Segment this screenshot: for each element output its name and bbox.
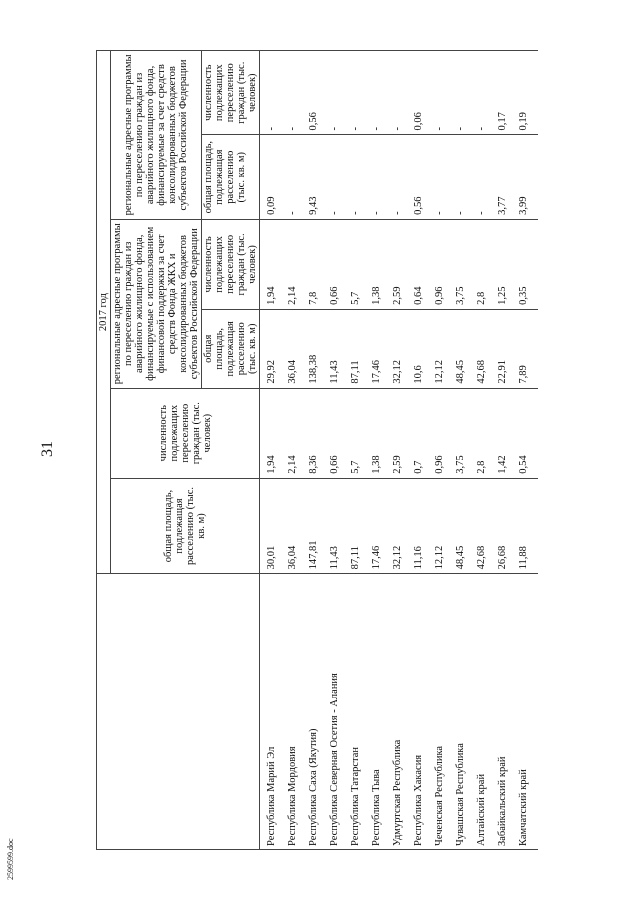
value-cell: 1,38: [370, 219, 391, 309]
value-cell: 8,36: [307, 388, 328, 478]
value-cell: -: [328, 135, 349, 219]
header-total-area: общая площадь, подлежащая расселению (тыс. кв. м): [111, 478, 260, 574]
value-cell: -: [349, 51, 370, 136]
value-cell: 87,11: [349, 478, 370, 574]
region-name-cell: Республика Татарстан: [349, 574, 370, 850]
table-body: [260, 51, 539, 850]
value-cell: 12,12: [433, 478, 454, 574]
header-fund-area: общая площадь, подлежащая расселению (тыс. кв. м): [202, 309, 260, 388]
value-cell: 10,6: [412, 309, 433, 388]
table-row: [433, 51, 454, 850]
rotated-table-container: [96, 50, 556, 850]
region-name-cell: Чувашская Республика: [454, 574, 475, 850]
table-row: [412, 51, 433, 850]
header-region: [97, 574, 260, 850]
value-cell: 7,8: [307, 219, 328, 309]
value-cell: 48,45: [454, 309, 475, 388]
value-cell: -: [286, 135, 307, 219]
table-row: [496, 51, 517, 850]
header-budget-programs: региональные адресные программы по переселению граждан из аварийного жилищного фонда, финансируемые за счет средств консолидированных бюджетов субъектов Российской Федерации: [111, 51, 202, 220]
value-cell: 0,56: [412, 135, 433, 219]
value-cell: 0,54: [517, 388, 538, 478]
value-cell: 1,94: [260, 219, 287, 309]
table-row: [260, 51, 287, 850]
header-budget-people: численность подлежащих переселению граждан (тыс. человек): [202, 51, 260, 136]
region-name-cell: Алтайский край: [475, 574, 496, 850]
table-row: [475, 51, 496, 850]
value-cell: 36,04: [286, 478, 307, 574]
table-row: [307, 51, 328, 850]
housing-resettlement-table: [96, 50, 538, 850]
value-cell: -: [433, 51, 454, 136]
value-cell: -: [286, 51, 307, 136]
value-cell: 5,7: [349, 219, 370, 309]
value-cell: 0,7: [412, 388, 433, 478]
value-cell: 11,16: [412, 478, 433, 574]
value-cell: 0,66: [328, 219, 349, 309]
region-name-cell: Республика Марий Эл: [260, 574, 287, 850]
value-cell: 0,35: [517, 219, 538, 309]
value-cell: -: [328, 51, 349, 136]
value-cell: 147,81: [307, 478, 328, 574]
header-fund-programs: региональные адресные программы по переселению граждан из аварийного жилищного фонда, финансируемые с использованием финансовой поддержки за счет средств Фонда ЖКХ и консолидированных бюджетов субъектов Российской Федерации: [111, 219, 202, 388]
value-cell: 29,92: [260, 309, 287, 388]
value-cell: 0,64: [412, 219, 433, 309]
table-row: [370, 51, 391, 850]
value-cell: -: [475, 51, 496, 136]
value-cell: 0,96: [433, 219, 454, 309]
value-cell: 1,94: [260, 388, 287, 478]
value-cell: 138,38: [307, 309, 328, 388]
table-row: [391, 51, 412, 850]
value-cell: -: [349, 135, 370, 219]
value-cell: -: [454, 135, 475, 219]
region-name-cell: Чеченская Республика: [433, 574, 454, 850]
value-cell: 5,7: [349, 388, 370, 478]
value-cell: 0,06: [412, 51, 433, 136]
value-cell: 2,14: [286, 219, 307, 309]
header-budget-area: общая площадь, подлежащая расселению (тыс. кв. м): [202, 135, 260, 219]
region-name-cell: Забайкальский край: [496, 574, 517, 850]
header-fund-people: численность подлежащих переселению граждан (тыс. человек): [202, 219, 260, 309]
value-cell: 2,14: [286, 388, 307, 478]
value-cell: 12,12: [433, 309, 454, 388]
region-name-cell: Республика Мордовия: [286, 574, 307, 850]
region-name-cell: Камчатский край: [517, 574, 538, 850]
region-name-cell: Республика Тыва: [370, 574, 391, 850]
value-cell: 22,91: [496, 309, 517, 388]
value-cell: 1,25: [496, 219, 517, 309]
value-cell: 36,04: [286, 309, 307, 388]
table-row: [328, 51, 349, 850]
value-cell: 9,43: [307, 135, 328, 219]
value-cell: 32,12: [391, 309, 412, 388]
value-cell: -: [370, 51, 391, 136]
value-cell: 42,68: [475, 478, 496, 574]
value-cell: 48,45: [454, 478, 475, 574]
value-cell: 3,75: [454, 388, 475, 478]
table-row: [517, 51, 538, 850]
value-cell: 17,46: [370, 478, 391, 574]
value-cell: 0,96: [433, 388, 454, 478]
value-cell: 1,42: [496, 388, 517, 478]
value-cell: 11,43: [328, 478, 349, 574]
value-cell: -: [454, 51, 475, 136]
region-name-cell: Республика Северная Осетия - Алания: [328, 574, 349, 850]
region-name-cell: Республика Хакасия: [412, 574, 433, 850]
table-row: [286, 51, 307, 850]
value-cell: 26,68: [496, 478, 517, 574]
value-cell: 3,75: [454, 219, 475, 309]
file-name: 2599599.doc: [6, 838, 15, 880]
value-cell: 2,59: [391, 219, 412, 309]
value-cell: 0,19: [517, 51, 538, 136]
value-cell: 2,8: [475, 388, 496, 478]
value-cell: 32,12: [391, 478, 412, 574]
value-cell: -: [433, 135, 454, 219]
value-cell: 0,56: [307, 51, 328, 136]
value-cell: 30,01: [260, 478, 287, 574]
value-cell: 3,99: [517, 135, 538, 219]
value-cell: 17,46: [370, 309, 391, 388]
header-year: 2017 год: [97, 51, 111, 574]
value-cell: -: [391, 51, 412, 136]
table-row: [349, 51, 370, 850]
value-cell: 1,38: [370, 388, 391, 478]
value-cell: 2,59: [391, 388, 412, 478]
region-name-cell: Удмуртская Республика: [391, 574, 412, 850]
value-cell: 7,89: [517, 309, 538, 388]
header-total-people: численность подлежащих переселению граждан (тыс. человек): [111, 388, 260, 478]
page-number: 31: [39, 441, 56, 457]
value-cell: 3,77: [496, 135, 517, 219]
value-cell: -: [260, 51, 287, 136]
value-cell: 42,68: [475, 309, 496, 388]
value-cell: -: [370, 135, 391, 219]
value-cell: 11,43: [328, 309, 349, 388]
region-name-cell: Республика Саха (Якутия): [307, 574, 328, 850]
value-cell: 2,8: [475, 219, 496, 309]
value-cell: 11,88: [517, 478, 538, 574]
value-cell: 87,11: [349, 309, 370, 388]
table-row: [454, 51, 475, 850]
value-cell: -: [391, 135, 412, 219]
value-cell: 0,66: [328, 388, 349, 478]
value-cell: 0,17: [496, 51, 517, 136]
value-cell: 0,09: [260, 135, 287, 219]
value-cell: -: [475, 135, 496, 219]
